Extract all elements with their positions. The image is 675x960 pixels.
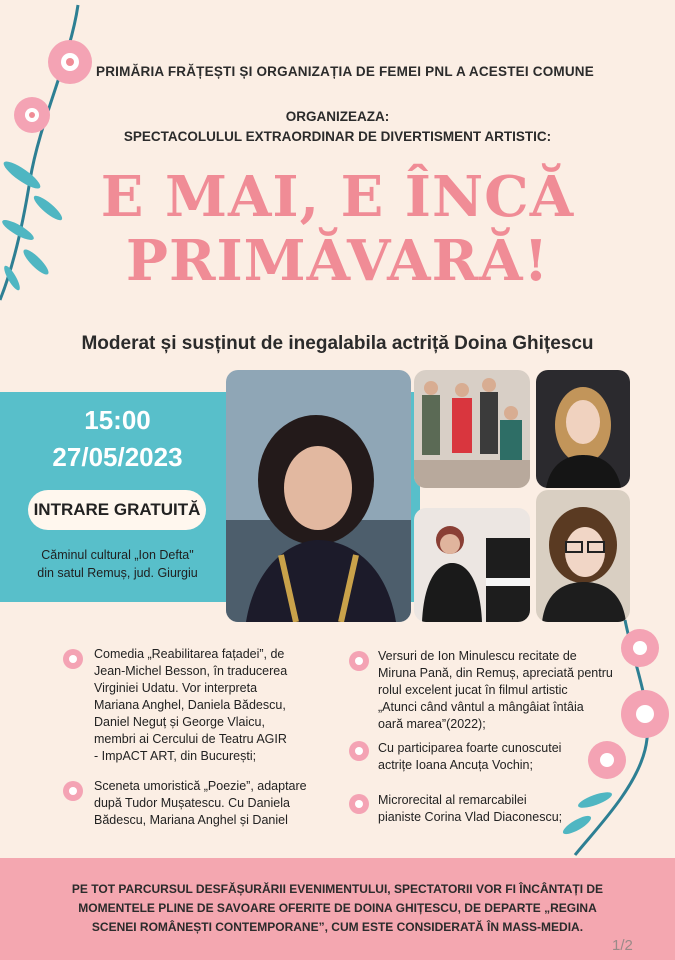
program-item-sketch <box>94 778 339 829</box>
item-line: pianiste Corina Vlad Diaconescu; <box>378 810 563 824</box>
item-line: Mariana Anghel, Daniela Bădescu, <box>94 698 286 712</box>
event-date: 27/05/2023 <box>52 442 183 472</box>
portrait-young-woman-photo <box>536 370 630 488</box>
item-line: Versuri de Ion Minulescu recitate de <box>378 649 577 663</box>
program-item-recital <box>378 792 608 826</box>
organizer-line: PRIMĂRIA FRĂȚEȘTI ȘI ORGANIZAȚIA DE FEMEI PNL A ACESTEI COMUNE <box>96 64 594 79</box>
page-indicator: 1/2 <box>612 937 633 954</box>
venue <box>0 546 235 582</box>
footer-text <box>40 880 635 937</box>
item-line: Virginiei Udatu. Vor interpreta <box>94 681 258 695</box>
free-entry-badge: INTRARE GRATUITĂ <box>28 490 206 530</box>
item-line: Jean-Michel Besson, în traducerea <box>94 664 288 678</box>
flower-bullet-icon <box>348 740 370 762</box>
item-line: Daniel Neguț și George Vlaicu, <box>94 715 265 729</box>
item-line: actrițe Ioana Ancuța Vochin; <box>378 758 533 772</box>
main-portrait-photo <box>226 370 411 622</box>
item-line: Bădescu, Mariana Anghel și Daniel <box>94 813 288 827</box>
venue-line-1: Căminul cultural „Ion Defta" <box>41 548 194 562</box>
footer-line: PE TOT PARCURSUL DESFĂȘURĂRII EVENIMENTULUI, SPECTATORII VOR FI ÎNCÂNTAȚI DE <box>71 882 604 896</box>
item-line: „Atunci când vântul a mângâiat întâia <box>378 700 584 714</box>
item-line: Miruna Pană, din Remuș, apreciată pentru <box>378 666 613 680</box>
item-line: oară marea”(2022); <box>378 717 486 731</box>
item-line: membri ai Cercului de Teatru AGIR <box>94 732 287 746</box>
show-type: SPECTACOLULUL EXTRAORDINAR DE DIVERTISMENT ARTISTIC: <box>123 129 552 144</box>
organizes-heading <box>60 107 615 147</box>
item-line: rolul excelent jucat în filmul artistic <box>378 683 568 697</box>
pianist-photo <box>414 508 530 622</box>
portrait-glasses-photo <box>536 490 630 622</box>
item-line: Comedia „Reabilitarea fațadei”, de <box>94 647 285 661</box>
item-line: Cu participarea foarte cunoscutei <box>378 741 562 755</box>
venue-line-2: din satul Remuș, jud. Giurgiu <box>37 566 198 580</box>
subtitle: Moderat și susținut de inegalabila actriță Doina Ghițescu <box>81 333 594 354</box>
program-item-poetry <box>378 648 628 733</box>
item-line: Microrecital al remarcabilei <box>378 793 527 807</box>
organizes-label: ORGANIZEAZA: <box>285 109 390 124</box>
title-line-2: PRIMĂVARĂ! <box>125 228 550 294</box>
flower-bullet-icon <box>62 648 84 670</box>
group-photo <box>414 370 530 488</box>
footer-line: SCENEI ROMÂNEȘTI CONTEMPORANE”, CUM ESTE CONSIDERATĂ ÎN MASS-MEDIA. <box>91 920 584 934</box>
flower-bullet-icon <box>348 650 370 672</box>
item-line: - ImpACT ART, din București; <box>94 749 257 763</box>
flower-bullet-icon <box>348 793 370 815</box>
flower-bullet-icon <box>62 780 84 802</box>
program-item-comedy <box>94 646 339 765</box>
footer-line: MOMENTELE PLINE DE SAVOARE OFERITE DE DOINA GHIȚESCU, DE DEPARTE „REGINA <box>78 901 597 915</box>
item-line: Sceneta umoristică „Poezie”, adaptare <box>94 779 307 793</box>
title-line-1: E MAI, E ÎNCĂ <box>100 164 575 230</box>
item-line: după Tudor Mușatescu. Cu Daniela <box>94 796 290 810</box>
event-time: 15:00 <box>84 405 151 435</box>
program-item-actress <box>378 740 608 774</box>
event-title <box>30 165 645 293</box>
